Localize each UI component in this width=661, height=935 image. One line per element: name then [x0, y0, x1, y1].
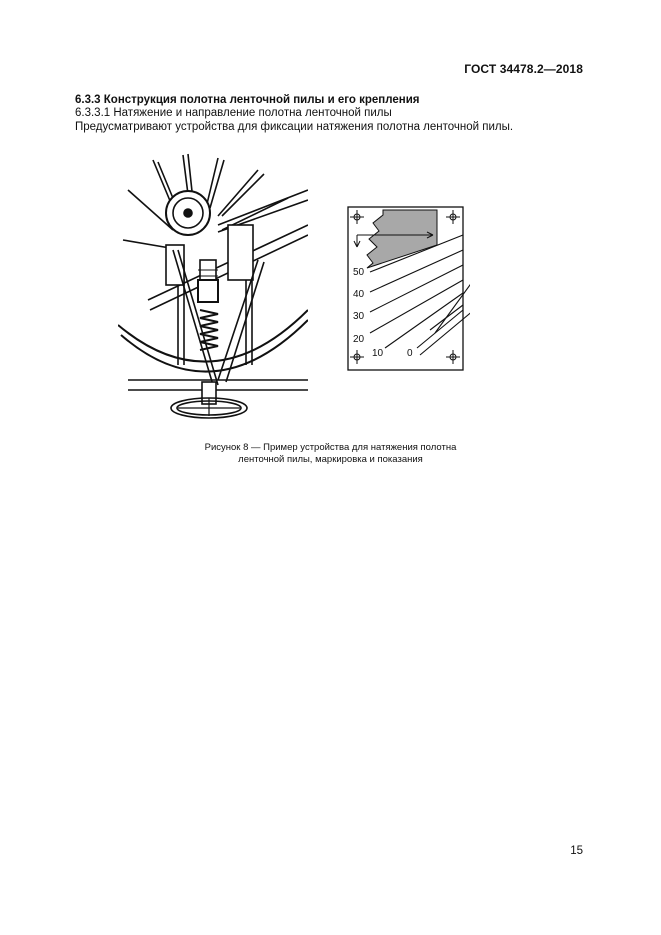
figure-caption: [0, 442, 661, 466]
scale-label-0: 0: [407, 348, 413, 359]
band-saw-tension-drawing: [118, 150, 308, 430]
subsection-heading: 6.3.3.1 Натяжение и направление полотна ленточной пилы: [75, 107, 392, 119]
scale-label-30: 30: [353, 311, 365, 322]
tension-scale-drawing: [345, 205, 470, 373]
scale-label-20: 20: [353, 334, 365, 345]
scale-label-50: 50: [353, 267, 365, 278]
scale-label-40: 40: [353, 289, 365, 300]
standard-number: ГОСТ 34478.2—2018: [464, 62, 583, 76]
scale-label-10: 10: [372, 348, 384, 359]
figure-caption-line-2: ленточной пилы, маркировка и показания: [238, 454, 423, 465]
figure-caption-line-1: Рисунок 8 — Пример устройства для натяжения полотна: [204, 442, 457, 453]
body-paragraph: Предусматривают устройства для фиксации натяжения полотна ленточной пилы.: [75, 121, 514, 133]
section-heading: 6.3.3 Конструкция полотна ленточной пилы и его крепления: [75, 94, 420, 106]
page-number: 15: [570, 845, 583, 857]
